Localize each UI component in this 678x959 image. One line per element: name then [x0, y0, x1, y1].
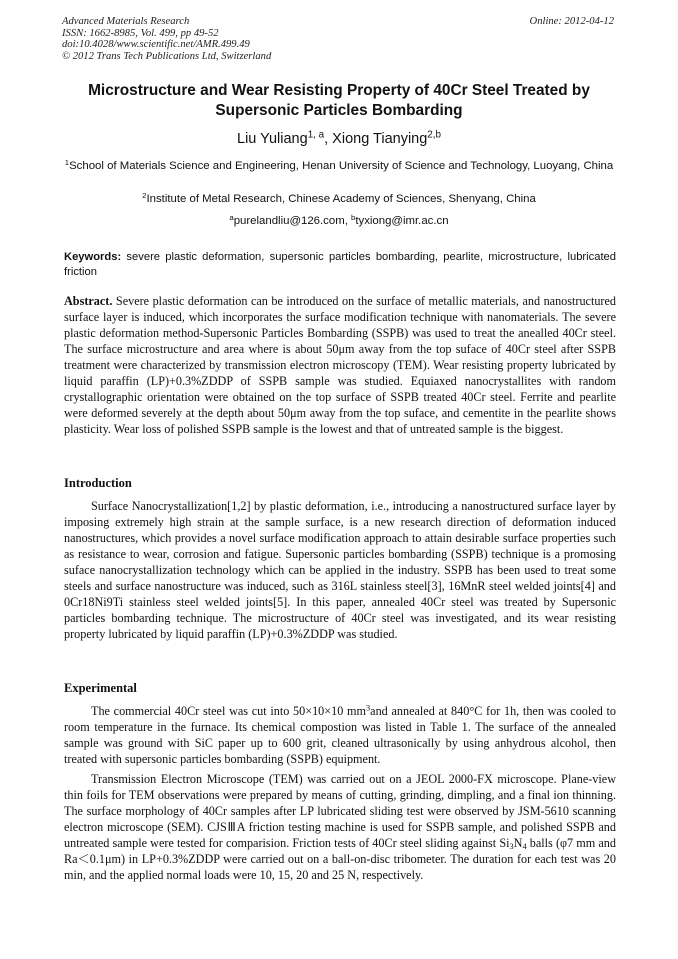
experimental-paragraph-2 — [64, 771, 616, 883]
exp-p1-superscript: 3 — [366, 703, 371, 713]
keywords — [64, 250, 616, 279]
author-line — [60, 131, 618, 147]
affiliation-1-text: School of Materials Science and Engineering, Henan University of Science and Technology, Luoyang, China — [69, 160, 614, 172]
experimental-heading: Experimental — [64, 681, 137, 695]
abstract-label: Abstract. — [64, 294, 113, 308]
affiliation-2 — [60, 190, 618, 205]
email-line — [60, 212, 618, 227]
keywords-text: severe plastic deformation, supersonic particles bombarding, pearlite, microstructure, lubricated friction — [64, 251, 616, 278]
email-a[interactable]: purelandliu@126.com, — [233, 215, 352, 227]
email-b[interactable]: tyxiong@imr.ac.cn — [355, 215, 449, 227]
affiliation-2-text: Institute of Metal Research, Chinese Academy of Sciences, Shenyang, China — [146, 193, 536, 205]
copyright-line: © 2012 Trans Tech Publications Ltd, Switzerland — [62, 50, 272, 62]
affiliation-1-mark: 1 — [64, 157, 70, 167]
exp-p2-subscript-2: 4 — [522, 842, 527, 852]
exp-p2-part-a: Transmission Electron Microscope (TEM) was carried out on a JEOL 2000-FX microscope. Plane-view thin foils for TEM observations were prepared by means of cutting, grinding, dimpling, and a final ion thinning. The surface morphology of 40Cr samples after LP lubricated sliding test were observed by JSM-5610 scanning electron microscope (SEM). CJSⅢA friction testing machine is used for SSPB sample, and polished SSPB and untreated sample were tested for comparision. Friction tests of 40Cr steel sliding against Si — [64, 772, 616, 850]
author-2-affil: 2,b — [427, 129, 441, 141]
email-a-mark: a — [229, 212, 234, 222]
author-1: Liu Yuliang — [237, 131, 308, 147]
exp-p2-part-c: balls (φ7 mm and Ra＜0.1μm) in LP+0.3%ZDDP were carried out on a ball-on-disc tribometer. The duration for each test was 20 min, and the applied normal loads were 10, 15, 20 and 25 N, respectively. — [64, 836, 616, 882]
exp-p2-part-b: N — [513, 836, 523, 850]
doi-line: doi:10.4028/www.scientific.net/AMR.499.49 — [62, 39, 250, 51]
online-date: Online: 2012-04-12 — [529, 16, 614, 27]
paper-title: Microstructure and Wear Resisting Property of 40Cr Steel Treated by Supersonic Particles Bombarding — [88, 82, 590, 119]
affiliation-2-mark: 2 — [142, 190, 147, 200]
affiliation-1 — [60, 158, 618, 174]
abstract — [64, 293, 616, 437]
experimental-paragraph-1 — [64, 703, 616, 767]
journal-header — [62, 16, 271, 62]
keywords-label: Keywords: — [64, 251, 122, 263]
author-separator: , — [324, 131, 333, 147]
email-b-mark: b — [351, 212, 356, 222]
introduction-heading: Introduction — [64, 476, 132, 490]
author-2: Xiong Tianying — [332, 131, 428, 147]
abstract-text: Severe plastic deformation can be introduced on the surface of metallic materials, and nanostructured surface layer is induced, which incorporates the surface modification technique with nanomaterials. The severe plastic deformation method-Supersonic Particles Bombarding (SSPB) was used to treat the anealled 40Cr steel. The surface microstructure and area where is about 50μm away from the top suface of 40Cr steel after SSPB treatment were characterized by transmission electron microscopy (TEM). Wear resisting property lubricated by liquid paraffin (LP)+0.3%ZDDP of SSPB sample was studied. Equiaxed nanocrystallites with random crystallographic orientation were obtained on the top surface of SSPB treated 40Cr steel. Ferrite and pearlite were deformed severely at the depth about 50μm away from the top suface, and cementite in the pearlite shows plasticity. Wear loss of polished SSPB sample is the lowest and that of untreated sample is the biggest. — [64, 294, 616, 436]
exp-p2-subscript-1: 3 — [509, 842, 514, 852]
author-1-affil: 1, a — [307, 129, 325, 141]
issn-line: ISSN: 1662-8985, Vol. 499, pp 49-52 — [62, 27, 219, 39]
introduction-paragraph: Surface Nanocrystallization[1,2] by plastic deformation, i.e., introducing a nanostructured surface layer by imposing extremely high strain at the sample surface, is a new research direction of deformation induced nanostructures, which provides a novel surface modification approach to attain desirable surface properties such as resistance to wear, corrosion and fatigue. Supersonic particles bombarding (SSPB) technique is a promosing suface nanocrystallization technology which can be applied in the industry. SSPB has been used to treat some steels and surface nanostructure was induced, such as 316L stainless steel[3], 16MnR steel welded joints[4] and 0Cr18Ni9Ti stainless steel welded joints[5]. In this paper, annealed 40Cr steel was treated by Supersonic particles bombarding technique. The microstructure of 40Cr steel was investigated, and its wear resisting property lubricated by liquid paraffin (LP)+0.3%ZDDP was studied. — [64, 499, 616, 641]
journal-name: Advanced Materials Research — [62, 16, 190, 27]
exp-p1-part-a: The commercial 40Cr steel was cut into 50×10×10 mm — [91, 704, 367, 718]
exp-p1-part-b: and annealed at 840°C for 1h, then was cooled to room temperature in the furnace. Its chemical compostion was listed in Table 1. The surface of the annealed sample was ground with SiC paper up to 600 grit, cleaned ultrasonically by using anhydrous alcohol, then treated with supersonic particles bombarding (SSPB) equipment. — [64, 704, 616, 766]
